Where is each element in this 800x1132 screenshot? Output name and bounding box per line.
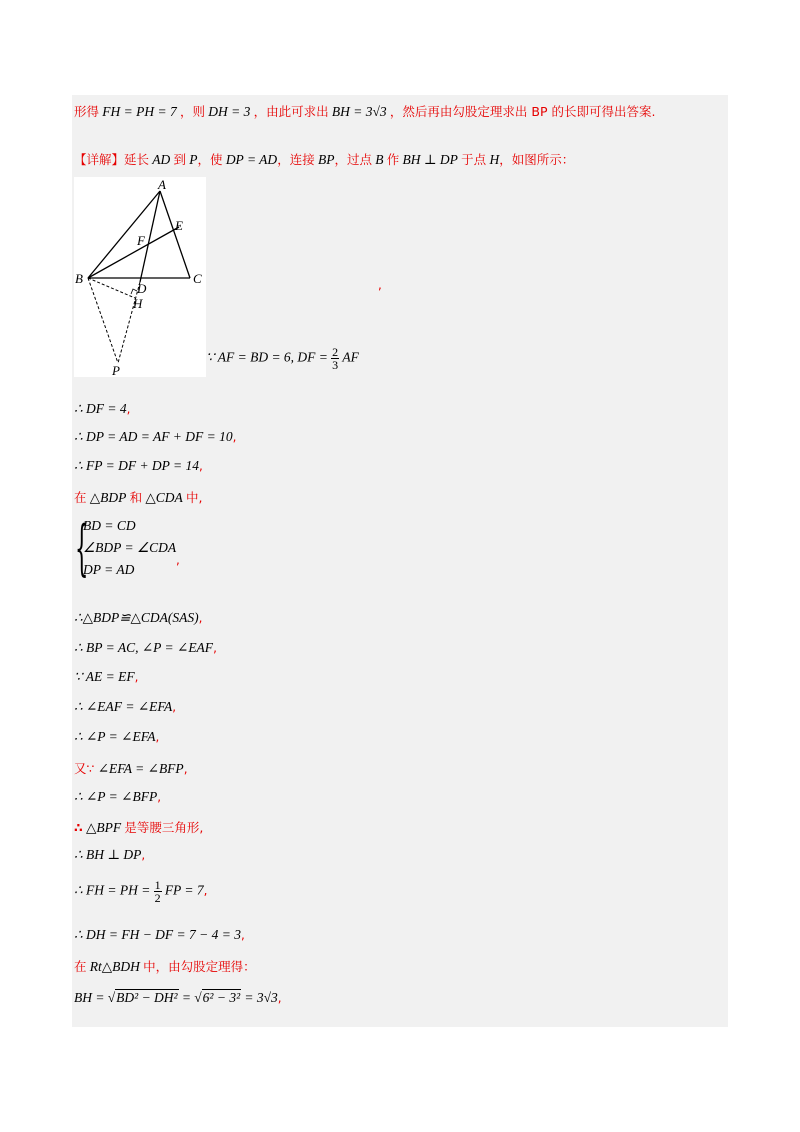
- given-fraction: [331, 346, 339, 371]
- given-rhs: AF: [342, 349, 359, 365]
- step-end: ,: [157, 790, 162, 804]
- step-p-efa: [74, 728, 159, 746]
- step-end: ,: [155, 730, 160, 744]
- final-lhs: BH =: [74, 990, 105, 1005]
- final-equals: =: [181, 990, 191, 1005]
- step-half: [74, 879, 208, 904]
- intro-text-4: ，然后再由勾股定理求出 BP 的长即可得出答案.: [389, 104, 656, 119]
- step-expr: ∴ DH = FH − DF = 7 − 4 = 3: [74, 927, 242, 942]
- figure-trailing-comma: ,: [378, 278, 382, 292]
- detail-eq: BH ⊥ DP: [402, 152, 458, 167]
- triangle-bdp: △BDP: [89, 490, 127, 505]
- step-end: ,: [213, 641, 217, 655]
- triangle-bpf: △BPF: [85, 820, 122, 835]
- rt-line: [74, 958, 256, 976]
- congruence-system: [75, 513, 215, 583]
- step-dp: [74, 428, 236, 446]
- step-bp-ac: [74, 639, 217, 657]
- step-perp: [74, 846, 145, 864]
- step-end: ,: [232, 430, 237, 444]
- detail-eq: H: [489, 152, 500, 167]
- label-h: H: [133, 296, 143, 311]
- detail-eq: BP: [317, 152, 335, 167]
- step-fp: [74, 457, 203, 475]
- step-expr: ∵ AE = EF: [74, 669, 135, 684]
- detail-text: 于点: [461, 152, 487, 167]
- half-rhs: FP = 7: [164, 882, 204, 898]
- intro-eq-fh: FH = PH = 7: [102, 104, 177, 119]
- half-fraction: [154, 879, 162, 904]
- detail-text: ，如图所示：: [499, 152, 575, 167]
- in-text: 在: [74, 959, 87, 974]
- final-rhs: = 3√3: [244, 990, 278, 1005]
- step-congruent: [74, 609, 202, 627]
- detail-line: [74, 151, 574, 169]
- step-end: ,: [203, 883, 208, 898]
- frac-den: 3: [332, 358, 339, 372]
- label-b: B: [75, 271, 83, 286]
- step-end: ,: [198, 611, 203, 625]
- step-end: ,: [199, 459, 203, 473]
- also-end: ,: [183, 762, 188, 776]
- detail-text: ，过点: [334, 152, 372, 167]
- step-expr: ∴△BDP≌△CDA(SAS): [74, 610, 199, 625]
- intro-text-2: ，则: [179, 104, 205, 119]
- label-d: D: [137, 281, 147, 296]
- step-expr: ∴ BH ⊥ DP: [74, 847, 142, 862]
- step-end: ,: [241, 928, 245, 942]
- step-expr: ∴ ∠P = ∠EFA: [74, 729, 156, 744]
- step-expr: ∴ BP = AC, ∠P = ∠EAF: [74, 640, 214, 655]
- detail-text: ，使: [197, 152, 223, 167]
- given-line: [206, 346, 359, 371]
- intro-eq-bh: BH = 3√3: [331, 104, 387, 119]
- step-expr: ∴ ∠P = ∠BFP: [74, 789, 158, 804]
- intro-text-1: 形得: [74, 104, 100, 119]
- therefore-symbol: ∴: [74, 820, 83, 835]
- step-dh: [74, 926, 245, 944]
- pythagoras-text: 中，由勾股定理得：: [143, 959, 256, 974]
- step-end: ,: [126, 402, 131, 416]
- left-brace: {: [75, 513, 89, 583]
- system-row: ∠BDP = ∠CDA: [83, 540, 177, 555]
- detail-text: 作: [386, 152, 400, 167]
- step-end: ,: [134, 670, 139, 684]
- triangle-diagram: [74, 177, 206, 377]
- label-c: C: [193, 271, 202, 286]
- half-lhs: ∴ FH = PH =: [74, 882, 151, 898]
- detail-text: 到: [173, 152, 187, 167]
- detail-eq: P: [189, 152, 198, 167]
- isosceles-line: [74, 819, 203, 837]
- in-end-text: 中,: [186, 490, 203, 505]
- detail-eq: AD: [152, 152, 171, 167]
- frac-den: 2: [154, 891, 161, 905]
- final-radicand-2: 6² − 3²: [202, 990, 241, 1005]
- step-expr: ∴ DP = AD = AF + DF = 10: [74, 429, 233, 444]
- detail-eq: DP = AD: [225, 152, 278, 167]
- final-end: ,: [277, 991, 282, 1005]
- in-text: 在: [74, 490, 87, 505]
- sqrt-symbol: √: [107, 990, 116, 1005]
- final-radicand-1: BD² − DH²: [116, 990, 178, 1005]
- step-p-bfp: [74, 788, 161, 806]
- frac-num: 1: [154, 878, 161, 892]
- intro-text-3: ，由此可求出: [253, 104, 329, 119]
- system-row: BD = CD: [83, 518, 136, 533]
- step-expr: ∴ ∠EAF = ∠EFA: [74, 699, 173, 714]
- intro-line: [74, 103, 655, 121]
- system-row: DP = AD: [83, 562, 135, 577]
- frac-num: 2: [332, 345, 339, 359]
- label-f: F: [137, 233, 145, 248]
- geometry-figure: [74, 177, 206, 377]
- final-line: [74, 989, 282, 1007]
- label-a: A: [158, 177, 166, 192]
- step-df: [74, 400, 130, 418]
- step-end: ,: [141, 848, 146, 862]
- label-p: P: [112, 363, 120, 377]
- detail-text: 延长: [124, 152, 150, 167]
- system-end: ,: [176, 553, 180, 567]
- step-expr: ∴ FP = DF + DP = 14: [74, 458, 200, 473]
- step-ae-ef: [74, 668, 138, 686]
- step-eaf-efa: [74, 698, 176, 716]
- given-lhs: ∵ AF = BD = 6, DF =: [206, 349, 328, 365]
- isosceles-text: 是等腰三角形,: [124, 820, 204, 835]
- detail-eq: B: [375, 152, 384, 167]
- in-triangles-line: [74, 489, 203, 507]
- sqrt-symbol: √: [194, 990, 202, 1005]
- triangle-rt-bdh: Rt△BDH: [89, 959, 140, 974]
- detail-text: ，连接: [277, 152, 315, 167]
- label-e: E: [175, 218, 183, 233]
- intro-eq-dh: DH = 3: [208, 104, 251, 119]
- also-text: 又∵: [74, 761, 95, 776]
- triangle-cda: △CDA: [145, 490, 183, 505]
- and-text: 和: [129, 490, 143, 505]
- detail-label: 【详解】: [74, 152, 125, 167]
- step-end: ,: [172, 700, 177, 714]
- also-expr: ∠EFA = ∠BFP: [97, 761, 184, 776]
- step-expr: ∴ DF = 4: [74, 401, 127, 416]
- also-line: [74, 760, 188, 778]
